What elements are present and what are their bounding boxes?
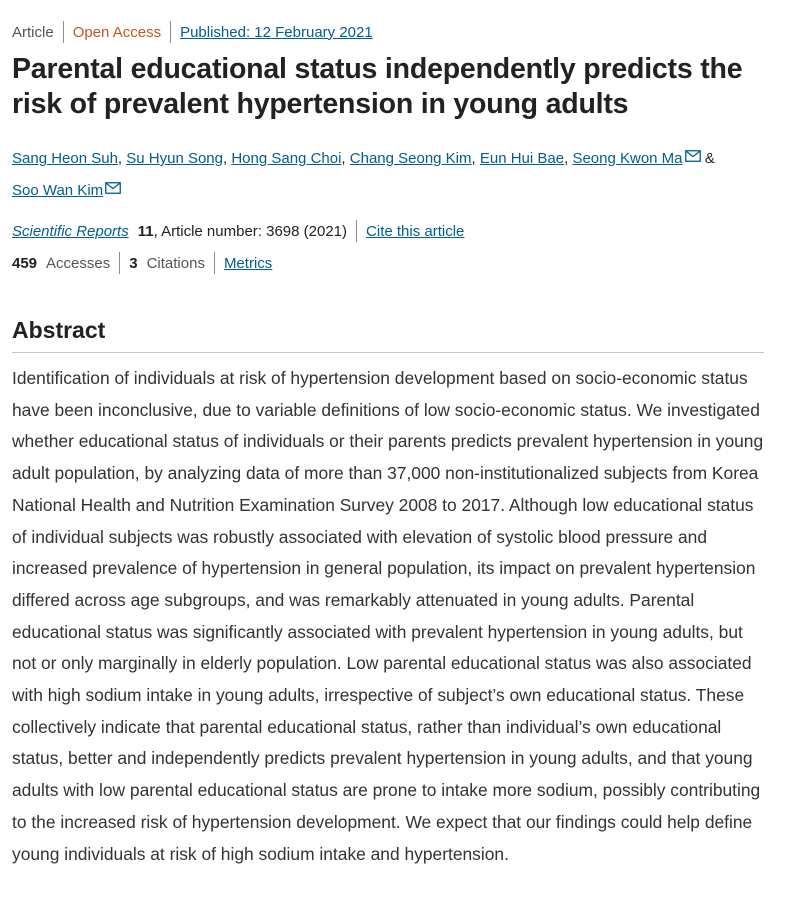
mail-icon[interactable] <box>685 142 701 173</box>
metrics-row <box>12 251 272 275</box>
cite-article-link[interactable]: Cite this article <box>366 222 465 240</box>
journal-link[interactable]: Scientific Reports <box>12 222 129 240</box>
article-meta-row <box>12 20 373 44</box>
author-link[interactable]: Sang Heon Suh <box>12 150 118 167</box>
metrics-divider <box>119 252 120 274</box>
article-type: Article <box>12 23 54 41</box>
accesses-count: 459 <box>12 254 38 272</box>
author-separator: , <box>341 150 346 167</box>
author-separator: , <box>117 150 123 167</box>
accesses-label: Accesses <box>46 254 111 272</box>
open-access-badge: Open Access <box>72 23 162 41</box>
citations-label: Citations <box>146 254 205 272</box>
metrics-link[interactable]: Metrics <box>223 254 273 272</box>
author-link[interactable]: Chang Seong Kim <box>349 150 472 167</box>
author-link[interactable]: Hong Sang Choi <box>231 150 342 167</box>
meta-divider <box>170 21 171 43</box>
journal-row <box>12 219 464 243</box>
published-date-link[interactable]: Published: 12 February 2021 <box>180 23 373 41</box>
page-title: Parental educational status independently predicts the risk of prevalent hypertension in young adults <box>12 53 743 120</box>
abstract-text: Identification of individuals at risk of hypertension development based on socio-economic status have been inconclusive, due to variable definitions of low socio-economic status. We investigated whether educational status of individuals or their parents predicts prevalent hypertension in young adult population, by analyzing data of more than 37,000 non-institutionalized subjects from Korea National Health and Nutrition Examination Survey 2008 to 2017. Although low educational status of individual subjects was robustly associated with elevation of systolic blood pressure and increased prevalence of hypertension in general population, its impact on prevalent hypertension differed across age subgroups, and was remarkably attenuated in young adults. Parental educational status was significantly associated with prevalent hypertension in young adults, but not or only marginally in elderly population. Low parental educational status was also associated with high sodium intake in young adults, irrespective of subject’s own educational status. These collectively indicate that parental educational status, rather than individual’s own educational status, better and independently predicts prevalent hypertension in young adults, and that young adults with low parental educational status are prone to intake more sodium, possibly contributing to the increased risk of hypertension development. We expect that our findings could help define young individuals at risk of high sodium intake and hypertension. <box>12 368 764 864</box>
meta-divider <box>63 21 64 43</box>
metrics-divider <box>214 252 215 274</box>
abstract-divider <box>12 352 764 353</box>
journal-divider <box>356 220 357 242</box>
journal-volume: 11 <box>137 222 154 240</box>
author-link[interactable]: Soo Wan Kim <box>12 182 104 199</box>
article-number: , Article number: 3698 (2021) <box>153 222 348 240</box>
author-list <box>12 142 764 206</box>
author-separator: , <box>471 150 476 167</box>
citations-count: 3 <box>129 254 138 272</box>
author-separator: , <box>223 150 228 167</box>
author-separator: , <box>564 150 569 167</box>
author-link[interactable]: Eun Hui Bae <box>479 150 565 167</box>
mail-icon[interactable] <box>105 174 121 205</box>
author-link[interactable]: Seong Kwon Ma <box>572 150 683 167</box>
author-link[interactable]: Su Hyun Song <box>126 150 223 167</box>
abstract-heading: Abstract <box>12 317 106 343</box>
author-and: & <box>704 150 715 167</box>
